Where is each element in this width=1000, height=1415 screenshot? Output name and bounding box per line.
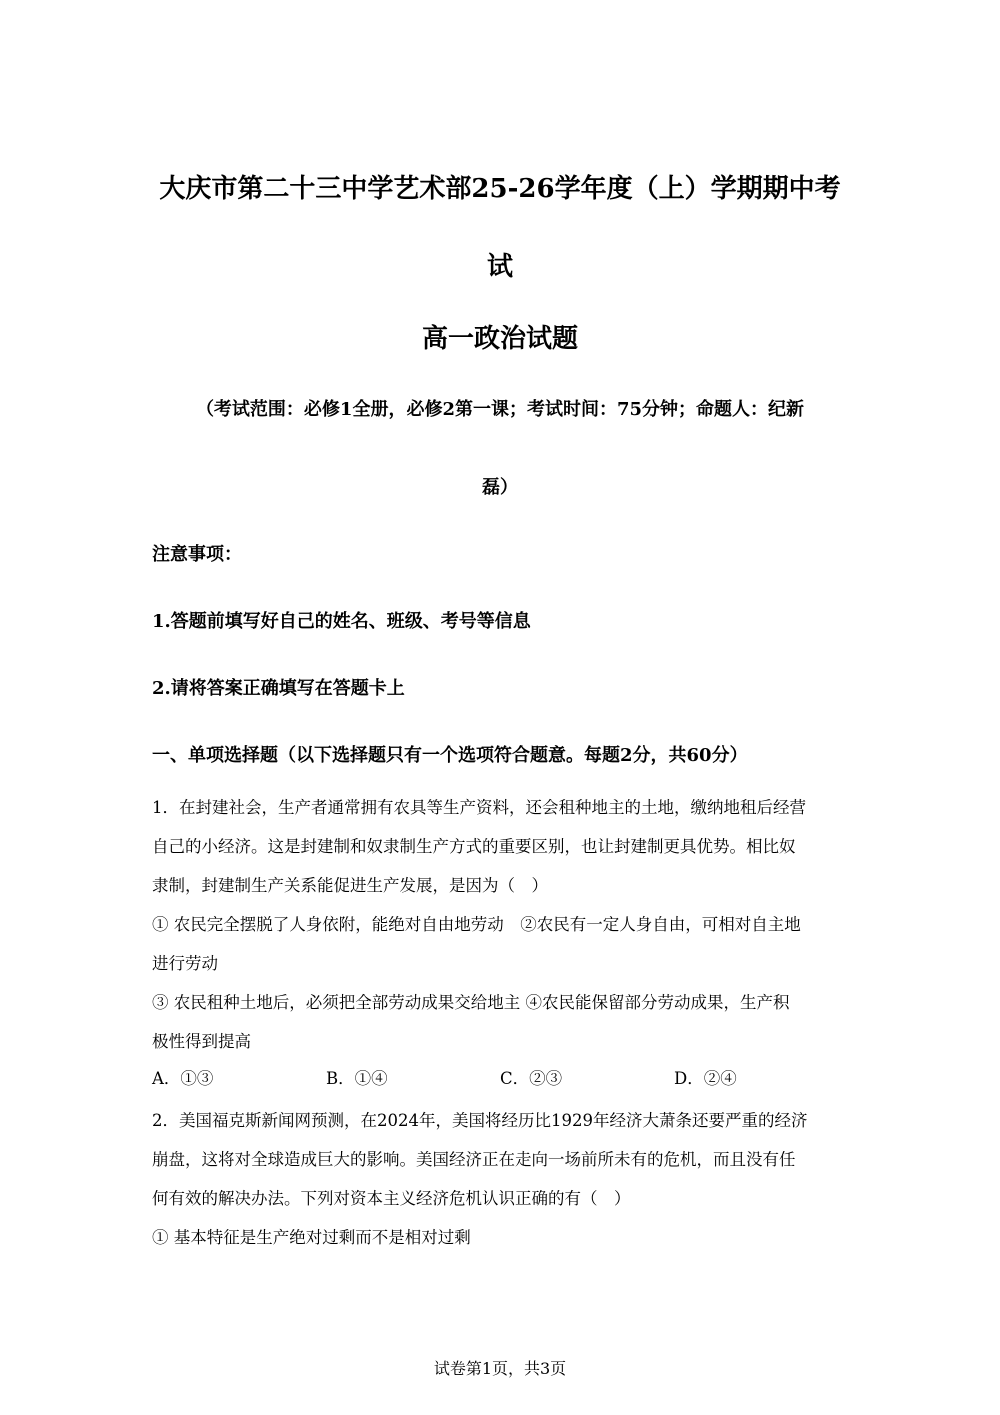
notice-item: 1.答题前填写好自己的姓名、班级、考号等信息 — [152, 611, 531, 632]
exam-scope-line1: （考试范围：必修1全册，必修2第一课；考试时间：75分钟；命题人：纪新 — [195, 399, 805, 420]
exam-title-line1: 大庆市第二十三中学艺术部25-26学年度（上）学期期中考 — [159, 174, 841, 204]
question-1 — [152, 788, 848, 1096]
exam-subtitle: 高一政治试题 — [421, 324, 578, 354]
question-text-line: 1．在封建社会，生产者通常拥有农具等生产资料，还会租种地主的土地，缴纳地租后经营 — [152, 798, 806, 817]
option-d[interactable]: D．②④ — [674, 1069, 737, 1088]
notice-heading: 注意事项： — [152, 544, 242, 565]
question-statement-line: 极性得到提高 — [152, 1032, 251, 1051]
question-statement-line: 进行劳动 — [152, 954, 218, 973]
option-c[interactable]: C．②③ — [500, 1069, 563, 1088]
question-text-line: 崩盘，这将对全球造成巨大的影响。美国经济正在走向一场前所未有的危机，而且没有任 — [152, 1150, 796, 1169]
question-text-line: 隶制，封建制生产关系能促进生产发展，是因为（ ） — [152, 876, 548, 895]
answer-options — [152, 1061, 848, 1096]
question-statement-line: ① 基本特征是生产绝对过剩而不是相对过剩 — [152, 1228, 471, 1247]
option-a[interactable]: A．①③ — [152, 1069, 214, 1088]
notice-item: 2.请将答案正确填写在答题卡上 — [152, 678, 405, 699]
question-text-line: 自己的小经济。这是封建制和奴隶制生产方式的重要区别，也让封建制更具优势。相比奴 — [152, 837, 796, 856]
question-2 — [152, 1101, 848, 1257]
exam-scope-line2: 磊） — [482, 477, 518, 498]
exam-title-line2: 试 — [486, 252, 513, 282]
section-title: 一、单项选择题（以下选择题只有一个选项符合题意。每题2分，共60分） — [152, 745, 748, 766]
option-b[interactable]: B．①④ — [326, 1069, 388, 1088]
page-footer: 试卷第1页，共3页 — [433, 1359, 567, 1378]
question-statement-line: ① 农民完全摆脱了人身依附，能绝对自由地劳动 ②农民有一定人身自由，可相对自主地 — [152, 915, 801, 934]
question-text-line: 何有效的解决办法。下列对资本主义经济危机认识正确的有（ ） — [152, 1189, 631, 1208]
question-statement-line: ③ 农民租种土地后，必须把全部劳动成果交给地主 ④农民能保留部分劳动成果，生产积 — [152, 993, 790, 1012]
exam-page — [152, 0, 848, 1415]
question-text-line: 2．美国福克斯新闻网预测，在2024年，美国将经历比1929年经济大萧条还要严重的经济 — [152, 1111, 808, 1130]
